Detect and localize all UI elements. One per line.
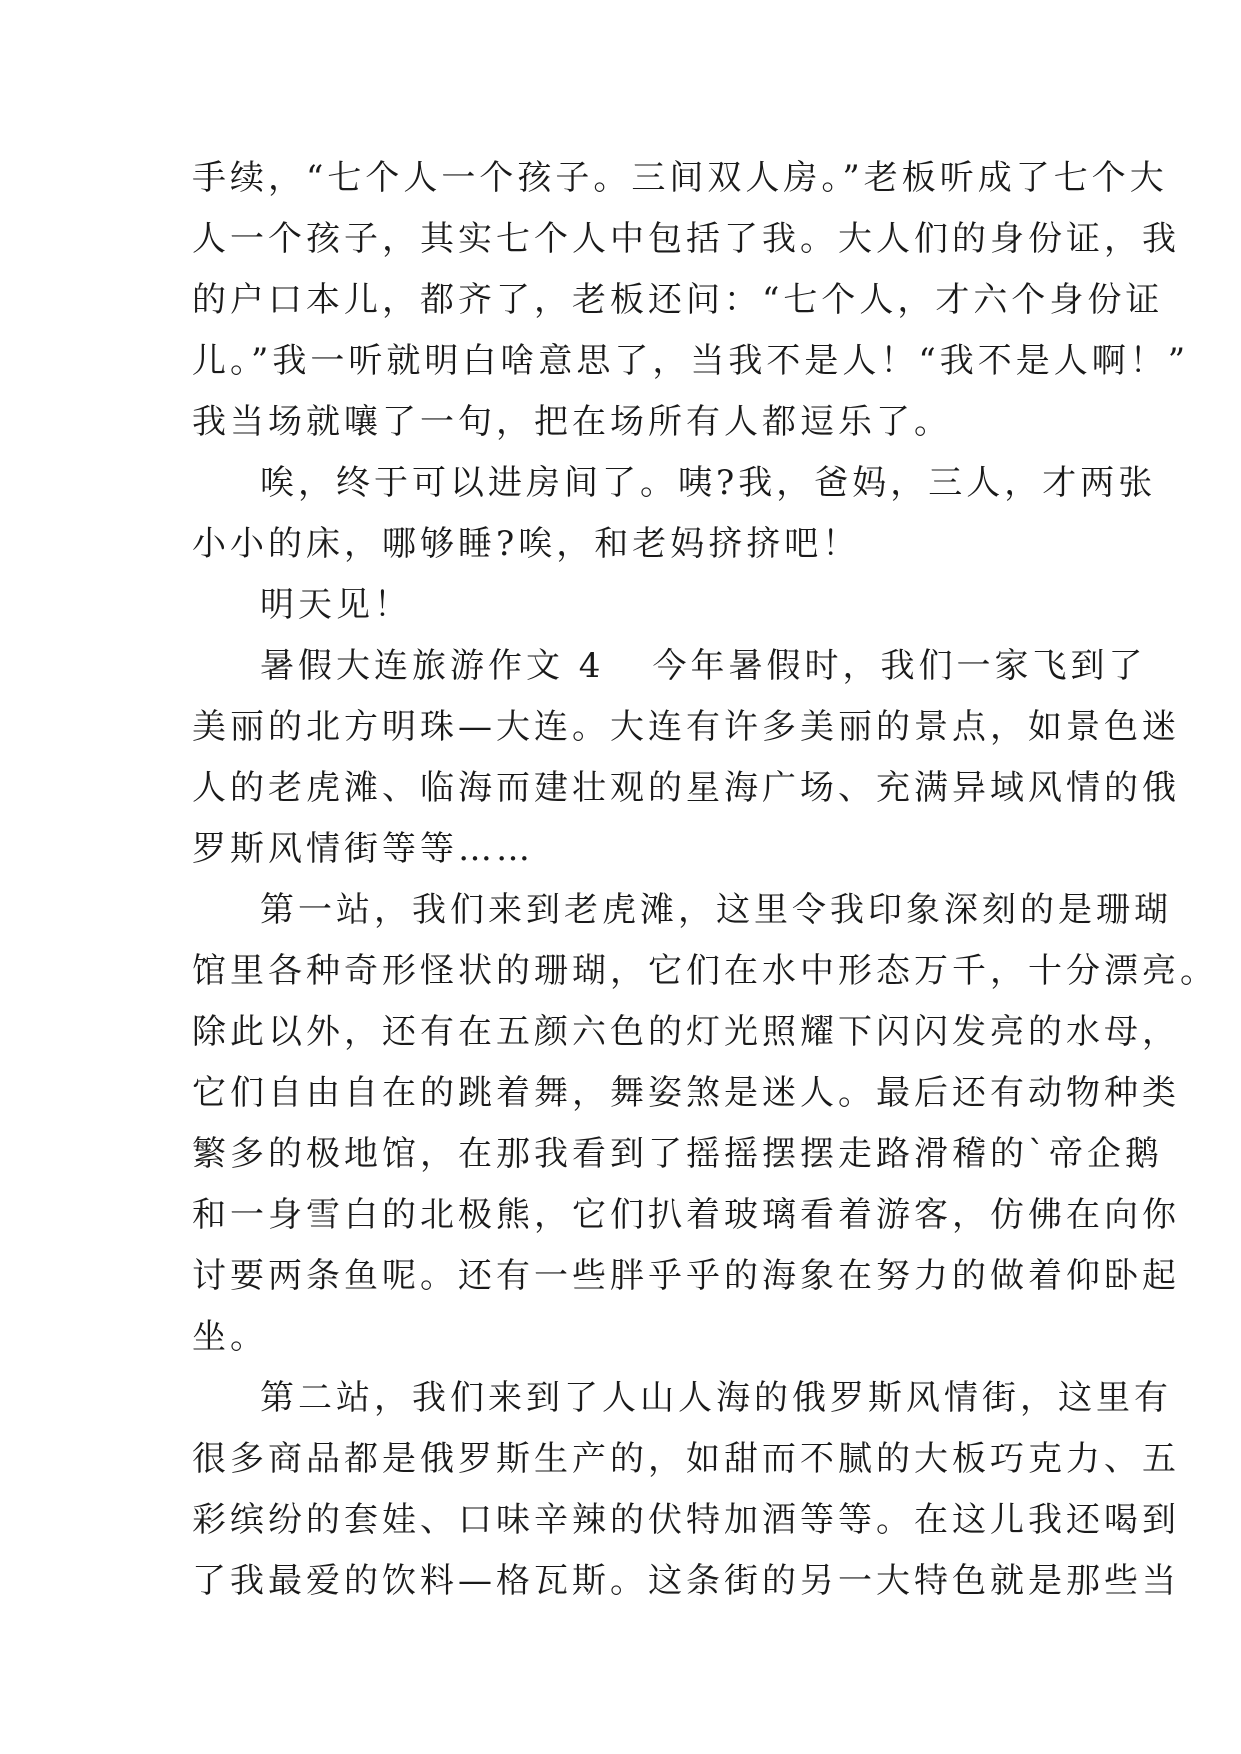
text-line: 它们自由自在的跳着舞，舞姿煞是迷人。最后还有动物种类 bbox=[192, 1073, 1180, 1113]
text-line: 我当场就嚷了一句，把在场所有人都逗乐了。 bbox=[192, 402, 952, 442]
text-line: 明天见！ bbox=[260, 585, 412, 625]
text-line: 小小的床，哪够睡?唉，和老妈挤挤吧！ bbox=[192, 524, 861, 564]
text-line: 和一身雪白的北极熊，它们扒着玻璃看着游客，仿佛在向你 bbox=[192, 1195, 1180, 1235]
essay-opening: 今年暑假时，我们一家飞到了 bbox=[652, 646, 1147, 686]
text-line: 第一站，我们来到老虎滩，这里令我印象深刻的是珊瑚 bbox=[260, 890, 1172, 930]
text-line: 人的老虎滩、临海而建壮观的星海广场、充满异域风情的俄 bbox=[192, 768, 1180, 808]
text-line: 繁多的极地馆，在那我看到了摇摇摆摆走路滑稽的`帝企鹅 bbox=[192, 1134, 1163, 1174]
text-line: 儿。”我一听就明白啥意思了，当我不是人！“我不是人啊！” bbox=[192, 341, 1190, 381]
essay-heading: 暑假大连旅游作文 4 bbox=[260, 646, 605, 686]
text-line: 第二站，我们来到了人山人海的俄罗斯风情街，这里有 bbox=[260, 1378, 1172, 1418]
text-line: 手续，“七个人一个孩子。三间双人房。”老板听成了七个大 bbox=[192, 158, 1168, 198]
text-line: 的户口本儿，都齐了，老板还问：“七个人，才六个身份证 bbox=[192, 280, 1164, 320]
text-line: 坐。 bbox=[192, 1317, 268, 1357]
essay-body bbox=[192, 148, 1218, 1612]
text-line: 很多商品都是俄罗斯生产的，如甜而不腻的大板巧克力、五 bbox=[192, 1439, 1180, 1479]
text-line: 唉，终于可以进房间了。咦?我，爸妈，三人，才两张 bbox=[260, 463, 1157, 503]
text-line: 美丽的北方明珠—大连。大连有许多美丽的景点，如景色迷 bbox=[192, 707, 1180, 747]
text-line: 讨要两条鱼呢。还有一些胖乎乎的海象在努力的做着仰卧起 bbox=[192, 1256, 1180, 1296]
text-line: 人一个孩子，其实七个人中包括了我。大人们的身份证，我 bbox=[192, 219, 1180, 259]
text-line: 了我最爱的饮料—格瓦斯。这条街的另一大特色就是那些当 bbox=[192, 1561, 1180, 1601]
text-line: 彩缤纷的套娃、口味辛辣的伏特加酒等等。在这儿我还喝到 bbox=[192, 1500, 1180, 1540]
text-line: 除此以外，还有在五颜六色的灯光照耀下闪闪发亮的水母， bbox=[192, 1012, 1180, 1052]
text-line: 罗斯风情街等等…… bbox=[192, 829, 534, 869]
text-line: 馆里各种奇形怪状的珊瑚，它们在水中形态万千，十分漂亮。 bbox=[192, 951, 1218, 991]
essay-heading-line bbox=[192, 636, 1147, 697]
